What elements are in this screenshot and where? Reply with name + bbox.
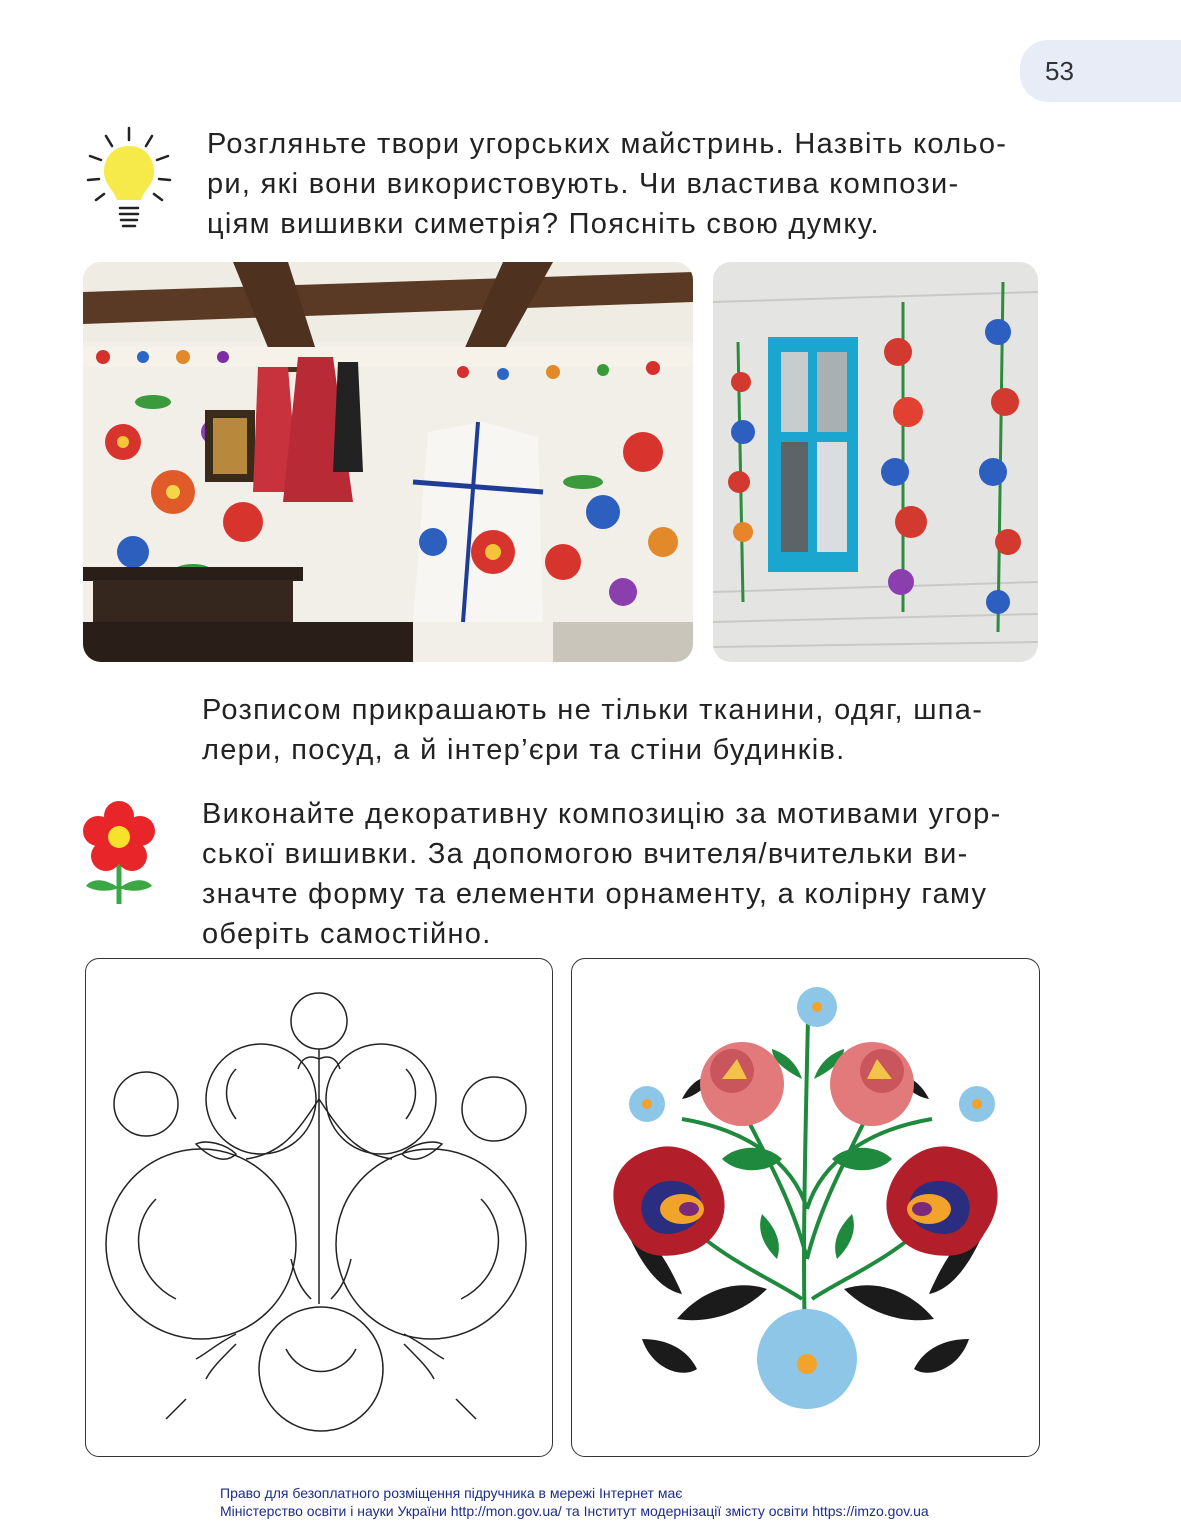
intro-paragraph bbox=[207, 124, 1037, 244]
paragraph-line: лери, посуд, а й інтер’єри та стіни будинків. bbox=[202, 734, 846, 766]
paragraph-line: ської вишивки. За допомогою вчителя/вчительки ви- bbox=[202, 838, 969, 870]
lightbulb-icon bbox=[84, 124, 174, 234]
paragraph-line: Розписом прикрашають не тільки тканини, одяг, шпа- bbox=[202, 694, 984, 726]
copyright-footer bbox=[220, 1484, 980, 1520]
paragraph-line: Виконайте декоративну композицію за мотивами угор- bbox=[202, 798, 1002, 830]
ornament-color-drawing bbox=[572, 959, 1039, 1456]
paragraph-line: оберіть самостійно. bbox=[202, 918, 492, 950]
painted-interior-photo bbox=[83, 262, 693, 662]
paragraph-line: ри, які вони використовують. Чи властива компози- bbox=[207, 168, 960, 200]
ornament-sketch-panel bbox=[85, 958, 553, 1457]
ornament-color-panel bbox=[571, 958, 1040, 1457]
ornament-outline-drawing bbox=[86, 959, 552, 1456]
paragraph-line: ціям вишивки симетрія? Поясніть свою думку. bbox=[207, 208, 880, 240]
painted-house-photo bbox=[713, 262, 1038, 662]
footer-line: Міністерство освіти і науки України http://mon.gov.ua/ та Інститут модернізації змісту освіти https://imzo.gov.ua bbox=[220, 1503, 929, 1519]
footer-line: Право для безоплатного розміщення підручника в мережі Інтернет має bbox=[220, 1485, 683, 1501]
page-number: 53 bbox=[1045, 56, 1074, 86]
paragraph-line: Розгляньте твори угорських майстринь. Назвіть кольо- bbox=[207, 128, 1008, 160]
painting-note-paragraph bbox=[202, 690, 1038, 770]
flower-icon bbox=[82, 800, 156, 904]
paragraph-line: значте форму та елементи орнаменту, а колірну гаму bbox=[202, 878, 988, 910]
task-paragraph bbox=[202, 794, 1038, 954]
